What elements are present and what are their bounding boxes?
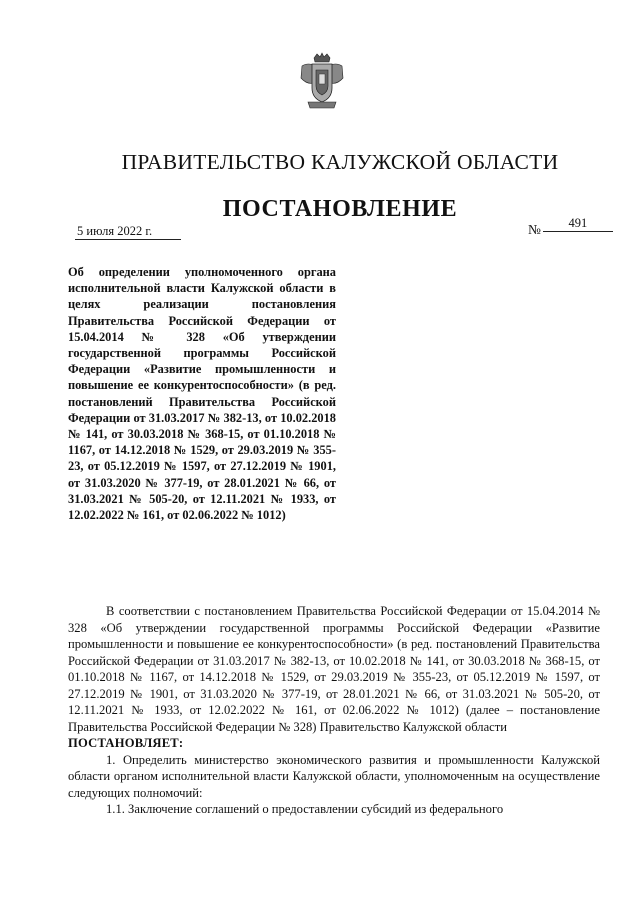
- item-1-paragraph: 1. Определить министерство экономического развития и промышленности Калужской области органом исполнительной власти Калужской области, уполномоченным на осуществление следующих полномочий:: [68, 752, 600, 800]
- document-number: [528, 216, 613, 238]
- document-body: [68, 603, 600, 818]
- document-type-title: ПОСТАНОВЛЕНИЕ: [222, 196, 458, 222]
- government-title: ПРАВИТЕЛЬСТВО КАЛУЖСКОЙ ОБЛАСТИ: [121, 150, 559, 174]
- number-sign: №: [528, 222, 541, 237]
- resolves-heading: ПОСТАНОВЛЯЕТ:: [68, 736, 184, 750]
- number-value: 491: [543, 216, 613, 232]
- kaluga-coat-of-arms-icon: [298, 52, 346, 110]
- document-subject: Об определении уполномоченного органа исполнительной власти Калужской области в целях реализации постановления Правительства Российской Федерации от 15.04.2014 № 328 «Об утверждении государственной программы Российской Федерации «Развитие промышленности и повышение ее конкурентоспособности» (в ред. постановлений Правительства Российской Федерации от 31.03.2017 № 382-13, от 10.02.2018 № 141, от 30.03.2018 № 368-15, от 01.10.2018 № 1167, от 14.12.2018 № 1529, от 29.03.2019 № 355-23, от 05.12.2019 № 1597, от 27.12.2019 № 1901, от 31.03.2020 № 377-19, от 28.01.2021 № 66, от 31.03.2021 № 505-20, от 12.11.2021 № 1933, от 12.02.2022 № 161, от 02.06.2022 № 1012): [68, 265, 336, 523]
- preamble-paragraph: В соответствии с постановлением Правительства Российской Федерации от 15.04.2014 № 328 «Об утверждении государственной программы Российской Федерации «Развитие промышленности и повышение ее конкурентоспособности» (в ред. постановлений Правительства Российской Федерации от 31.03.2017 № 382-13, от 10.02.2018 № 141, от 30.03.2018 № 368-15, от 01.10.2018 № 1167, от 14.12.2018 № 1529, от 29.03.2019 № 355-23, от 05.12.2019 № 1597, от 27.12.2019 № 1901, от 31.03.2020 № 377-19, от 28.01.2021 № 66, от 31.03.2021 № 505-20, от 12.11.2021 № 1933, от 12.02.2022 № 161, от 02.06.2022 № 1012) (далее – постановление Правительства Российской Федерации № 328) Правительство Калужской области: [68, 604, 600, 734]
- item-1-1-paragraph: 1.1. Заключение соглашений о предоставлении субсидий из федерального: [106, 802, 504, 816]
- document-date: 5 июля 2022 г.: [75, 224, 181, 240]
